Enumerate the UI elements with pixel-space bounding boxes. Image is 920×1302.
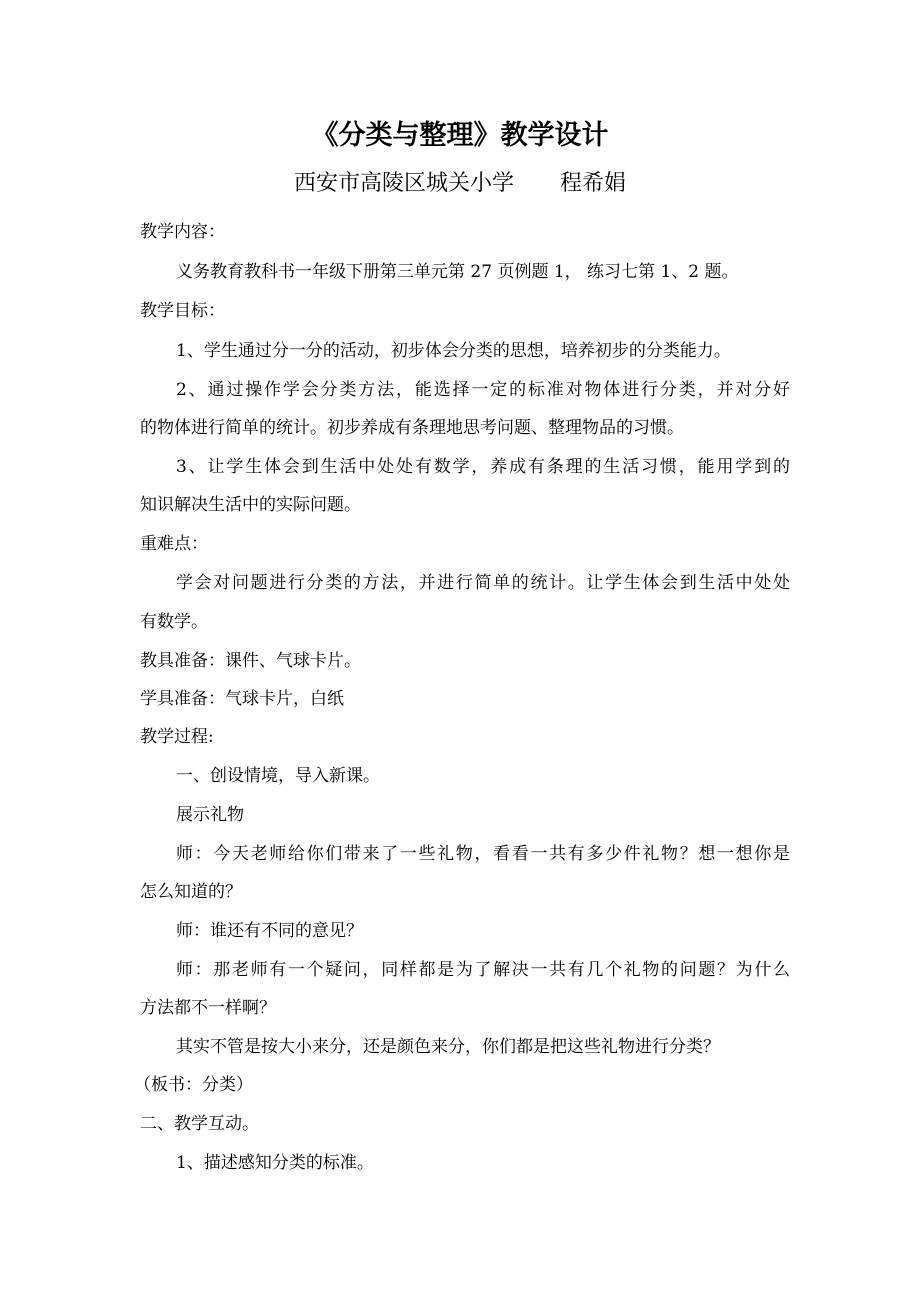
- teaching-aids: 教具准备：课件、气球卡片。: [140, 651, 361, 671]
- content-paragraph: 义务教育教科书一年级下册第三单元第 27 页例题 1， 练习七第 1、2 题。: [176, 262, 739, 282]
- key-points-line-2: 有数学。: [140, 612, 208, 632]
- teacher-line-3-part-1: 师：那老师有一个疑问，同样都是为了解决一共有几个礼物的问题？为什么: [176, 960, 790, 980]
- section-heading-content: 教学内容：: [140, 222, 225, 242]
- section-heading-key-points: 重难点：: [140, 534, 208, 554]
- document-title: 《分类与整理》教学设计: [311, 120, 609, 151]
- objective-2-line-2: 的物体进行简单的统计。初步养成有条理地思考问题、整理物品的习惯。: [140, 418, 684, 438]
- show-gifts: 展示礼物: [176, 805, 244, 825]
- teacher-line-3-part-2: 方法都不一样啊？: [140, 998, 276, 1018]
- teacher-line-2: 师：谁还有不同的意见？: [176, 921, 363, 941]
- key-points-line-1: 学会对问题进行分类的方法，并进行简单的统计。让学生体会到生活中处处: [176, 573, 790, 593]
- process-step-2: 二、教学互动。: [140, 1114, 259, 1134]
- objective-1: 1、学生通过分一分的活动，初步体会分类的思想，培养初步的分类能力。: [176, 341, 731, 361]
- section-heading-process: 教学过程:: [140, 727, 214, 747]
- board-note: （板书：分类）: [134, 1075, 253, 1095]
- interaction-step-1: 1、描述感知分类的标准。: [176, 1153, 374, 1173]
- school-name: 西安市高陵区城关小学: [293, 171, 514, 196]
- teacher-line-1-part-1: 师：今天老师给你们带来了一些礼物，看看一共有多少件礼物？想一想你是: [176, 844, 790, 864]
- objective-3-line-2: 知识解决生活中的实际问题。: [140, 495, 361, 515]
- section-heading-objectives: 教学目标：: [140, 301, 225, 321]
- author-name: 程希娟: [560, 171, 627, 196]
- process-step-1: 一、创设情境，导入新课。: [176, 766, 380, 786]
- author-line: [0, 168, 920, 200]
- objective-2-line-1: 2、通过操作学会分类方法，能选择一定的标准对物体进行分类，并对分好: [176, 380, 790, 400]
- objective-3-line-1: 3、让学生体会到生活中处处有数学，养成有条理的生活习惯，能用学到的: [176, 457, 790, 477]
- teacher-line-1-part-2: 怎么知道的？: [140, 882, 242, 902]
- student-materials: 学具准备：气球卡片，白纸: [140, 689, 344, 709]
- summary-line: 其实不管是按大小来分，还是颜色来分，你们都是把这些礼物进行分类？: [176, 1037, 720, 1057]
